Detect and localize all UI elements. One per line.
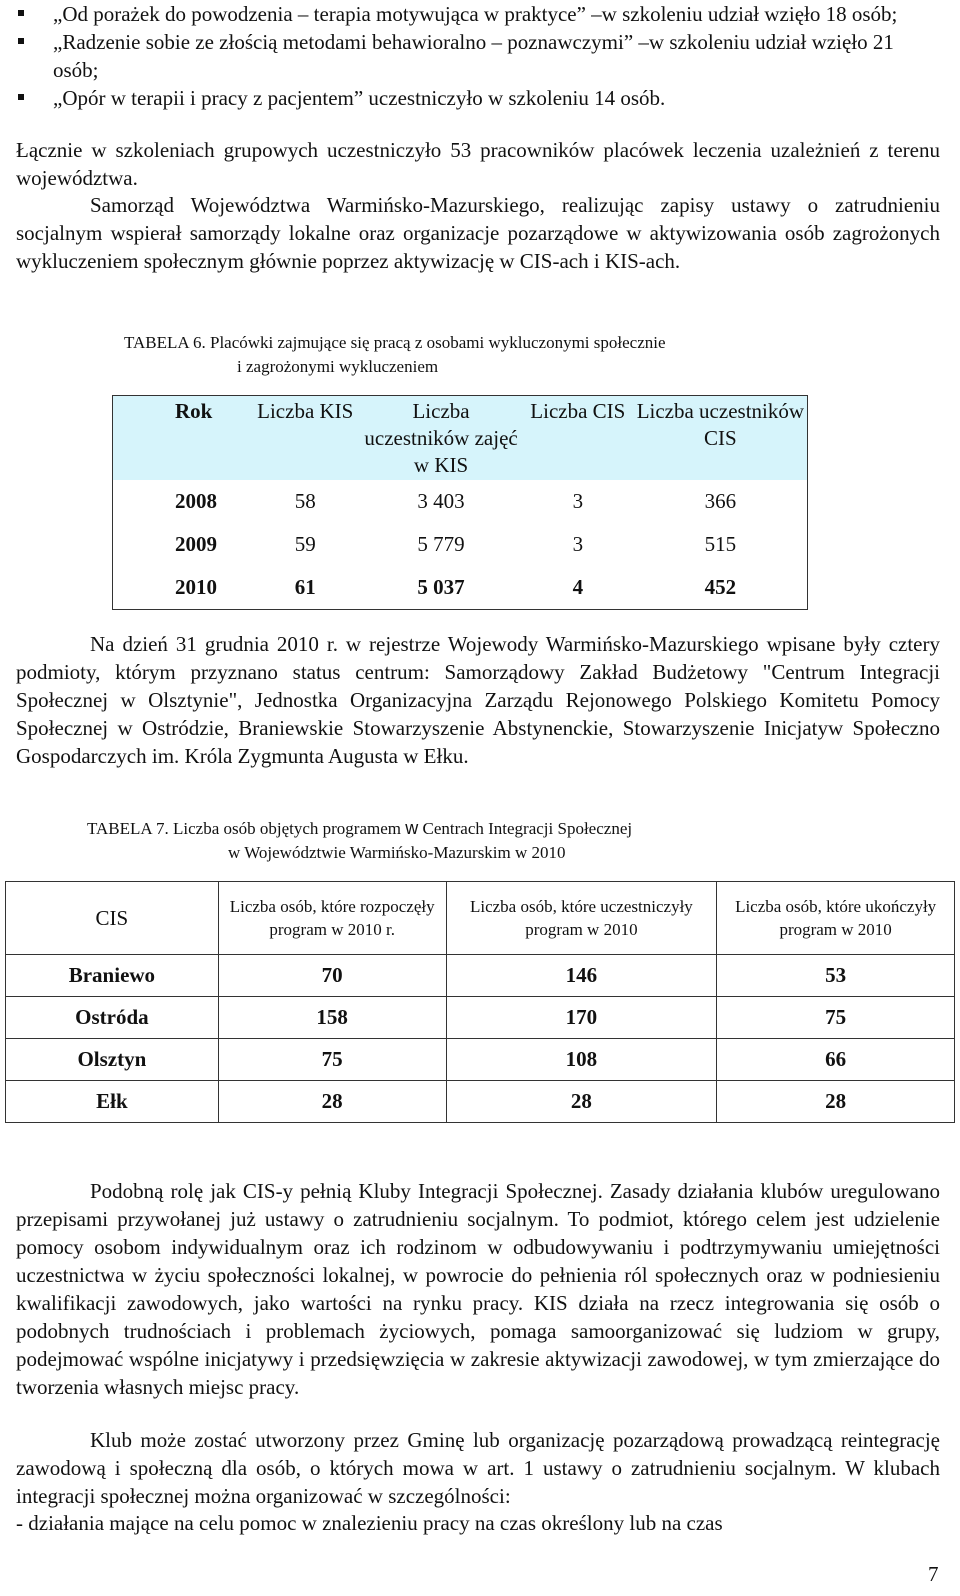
square-bullet-icon [18,10,24,16]
table-cell: 366 [704,489,737,513]
table-cell: 4 [572,575,584,599]
table-cell: 58 [294,489,316,513]
table-cell: 108 [446,1039,717,1081]
table-cell: 75 [717,997,955,1039]
table-header-row [113,396,808,481]
header-liczba-kis: Liczba KIS [250,396,360,481]
header-uczestniczyly: Liczba osób, które uczestniczyły program w 2010 [446,882,717,955]
table6-caption [124,331,666,379]
bullet-item [16,84,940,112]
table6-caption-line2: i zagrożonymi wykluczeniem [237,357,439,376]
table7-caption-line2: w Województwie Warmińsko-Mazurskim w 2010 [228,843,566,862]
table-row [6,955,955,997]
year-cell: 2008 [175,489,217,513]
table-cell: 5 779 [417,532,465,556]
table-cell: 59 [294,532,316,556]
table-cell: 61 [294,575,316,599]
table-row [6,1039,955,1081]
table-row [113,566,808,610]
cis-name-cell: Braniewo [6,955,219,997]
table-row [113,523,808,566]
table-row [113,480,808,523]
table-cell: 515 [704,532,737,556]
paragraph-kluby: Podobną rolę jak CIS-y pełnią Kluby Integracji Społecznej. Zasady działania klubów uregulowano przepisami przywołanej już ustawy o zatrudnieniu socjalnym. To podmiot, którego celem jest udzielenie pomocy osobom indywidualnym oraz ich rodzinom w odbudowywaniu i podtrzymywaniu umiejętności uczestnictwa w życiu społeczności lokalnej, w powrocie do pełnienia ról społecznych oraz w podniesieniu kwalifikacji zawodowych, jako wartości na rynku pracy. KIS działa na rzecz integrowania się osób o podobnych trudnościach i problemach życiowych, pomaga samoorganizować się ludziom w grupy, podejmować wspólne inicjatywy i przedsięwzięcia w zakresie aktywizacji zawodowej, w tym zmierzające do tworzenia własnych miejsc pracy. [16,1179,940,1399]
table-cell: 5 037 [417,575,465,599]
table-cell: 70 [218,955,446,997]
table7-caption-line1 [87,816,632,841]
table-header-row [6,882,955,955]
table7-cis-programs [5,881,955,1123]
table-row [6,997,955,1039]
square-bullet-icon [18,94,24,100]
header-uczestnicy-cis: Liczba uczestników CIS [634,396,808,481]
cis-name-cell: Ełk [6,1081,219,1123]
paragraph-klub-tworzenie: Klub może zostać utworzony przez Gminę lub organizację pozarządową prowadzącą reintegrację zawodową i społeczną dla osób, o których mowa w art. 1 ustawy o zatrudnieniu socjalnym. W klubach integracji społecznej można organizować w szczególności: [16,1428,940,1508]
square-bullet-icon [18,38,24,44]
table-cell: 28 [446,1081,717,1123]
table-cell: 28 [717,1081,955,1123]
header-ukonczyly: Liczba osób, które ukończyły program w 2010 [717,882,955,955]
caption-text: TABELA 7. Liczba osób objętych programem [87,819,406,838]
header-rok: Rok [113,396,251,481]
table-cell: 170 [446,997,717,1039]
table-cell: 3 [572,532,584,556]
table-cell: 452 [704,575,737,599]
year-cell: 2009 [175,532,217,556]
header-uczestnicy-kis: Liczba uczestników zajęć w KIS [360,396,522,481]
table6-caption-line1: TABELA 6. Placówki zajmujące się pracą z osobami wykluczonymi społecznie [124,333,666,352]
table-cell: 53 [717,955,955,997]
dash-list-item: - działania mające na celu pomoc w znalezieniu pracy na czas określony lub na czas [16,1511,723,1535]
bullet-item [16,28,940,84]
table6-facilities [112,395,808,610]
bullet-text: „Radzenie sobie ze złością metodami behawioralno – poznawczymi” –w szkoleniu udział wzięło 21 osób; [53,30,894,82]
table-cell: 28 [218,1081,446,1123]
table7-caption [87,816,632,865]
bullet-item [16,0,940,28]
table-cell: 146 [446,955,717,997]
table-cell: 3 403 [417,489,465,513]
cis-name-cell: Olsztyn [6,1039,219,1081]
caption-text: Centrach Integracji Społecznej [418,819,633,838]
table-cell: 3 [572,489,584,513]
table-cell: 66 [717,1039,955,1081]
training-bullet-list [16,0,940,112]
cis-name-cell: Ostróda [6,997,219,1039]
header-rozpoczely: Liczba osób, które rozpoczęły program w 2010 r. [218,882,446,955]
paragraph-total-participants: Łącznie w szkoleniach grupowych uczestniczyło 53 pracowników placówek leczenia uzależnień z terenu województwa. [16,138,940,190]
page-number: 7 [928,1562,939,1586]
paragraph-voivodeship-support: Samorząd Województwa Warmińsko-Mazurskiego, realizując zapisy ustawy o zatrudnieniu socjalnym wspierał samorządy lokalne oraz organizacje pozarządowe w aktywizowania osób zagrożonych wykluczeniem społecznym głównie poprzez aktywizację w CIS-ach i KIS-ach. [16,193,940,273]
header-cis: CIS [6,882,219,955]
caption-text: w [405,818,419,838]
year-cell: 2010 [175,575,217,599]
table-cell: 75 [218,1039,446,1081]
header-liczba-cis: Liczba CIS [522,396,634,481]
paragraph-registry: Na dzień 31 grudnia 2010 r. w rejestrze Wojewody Warmińsko-Mazurskiego wpisane były cztery podmioty, którym przyznano status centrum: Samorządowy Zakład Budżetowy "Centrum Integracji Społecznej w Olsztynie", Jednostka Organizacyjna Zarządu Rejonowego Polskiego Komitetu Pomocy Społecznej w Ostródzie, Braniewskie Stowarzyszenie Abstynenckie, Stowarzyszenie Inicjatyw Społeczno Gospodarczych im. Króla Zygmunta Augusta w Ełku. [16,632,940,768]
bullet-text: „Opór w terapii i pracy z pacjentem” uczestniczyło w szkoleniu 14 osób. [53,86,666,110]
table-row [6,1081,955,1123]
table-cell: 158 [218,997,446,1039]
bullet-text: „Od porażek do powodzenia – terapia motywująca w praktyce” –w szkoleniu udział wzięło 18 osób; [53,2,898,26]
